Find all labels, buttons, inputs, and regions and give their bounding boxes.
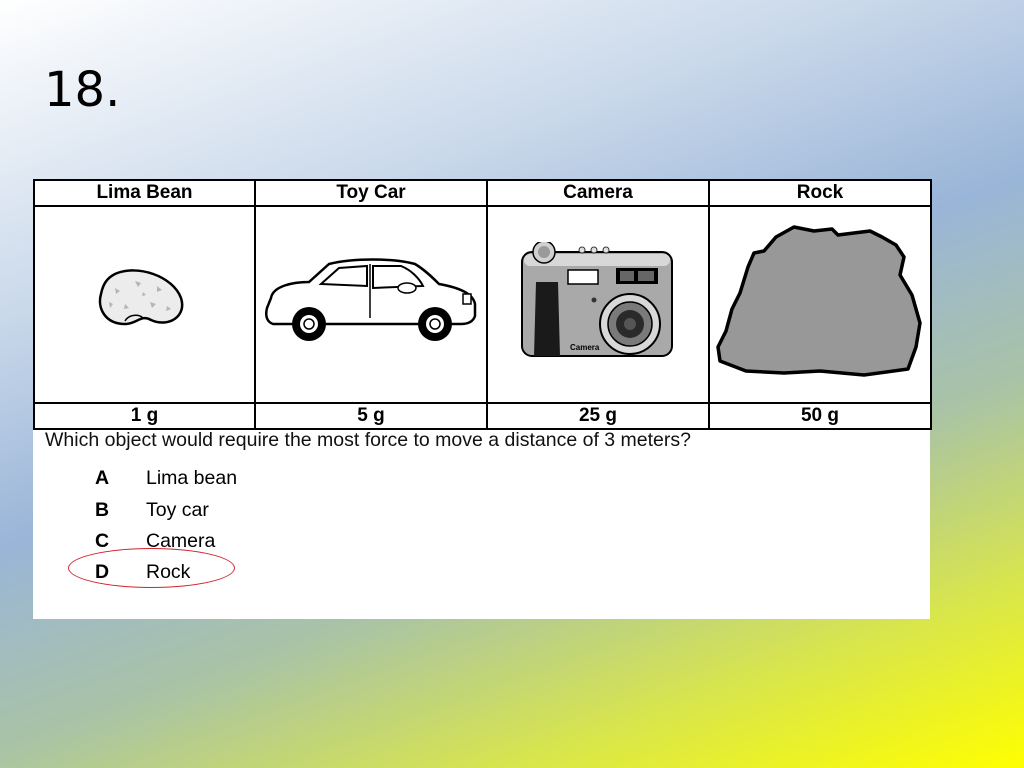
toy-car-icon: [263, 256, 479, 346]
option-text: Rock: [146, 561, 191, 583]
rock-icon: [714, 223, 926, 379]
option-letter: A: [95, 467, 110, 489]
cell-rock-image: [709, 206, 931, 403]
cell-toy-car-image: [255, 206, 487, 403]
header-lima-bean: Lima Bean: [34, 180, 255, 206]
cell-camera-image: [487, 206, 709, 403]
mass-toy-car: 5 g: [255, 403, 487, 429]
option-b[interactable]: [95, 499, 209, 522]
camera-brand-label: Camera: [570, 343, 600, 353]
mass-rock: 50 g: [709, 403, 931, 429]
option-text: Camera: [146, 530, 216, 552]
question-panel: [33, 179, 930, 619]
option-letter: C: [95, 530, 110, 552]
slide-number: 18.: [44, 62, 121, 118]
header-camera: Camera: [487, 180, 709, 206]
mass-lima-bean: 1 g: [34, 403, 255, 429]
option-a[interactable]: [95, 467, 237, 490]
option-text: Toy car: [146, 499, 209, 521]
header-rock: Rock: [709, 180, 931, 206]
header-toy-car: Toy Car: [255, 180, 487, 206]
option-letter: D: [95, 561, 110, 583]
question-text: Which object would require the most force to move a distance of 3 meters?: [45, 429, 691, 451]
option-letter: B: [95, 499, 110, 521]
lima-bean-icon: [95, 266, 195, 336]
mass-camera: 25 g: [487, 403, 709, 429]
objects-table: [33, 179, 932, 430]
answer-circle-mark: [68, 548, 235, 588]
cell-lima-bean-image: [34, 206, 255, 403]
camera-icon: [518, 242, 678, 360]
option-text: Lima bean: [146, 467, 238, 489]
